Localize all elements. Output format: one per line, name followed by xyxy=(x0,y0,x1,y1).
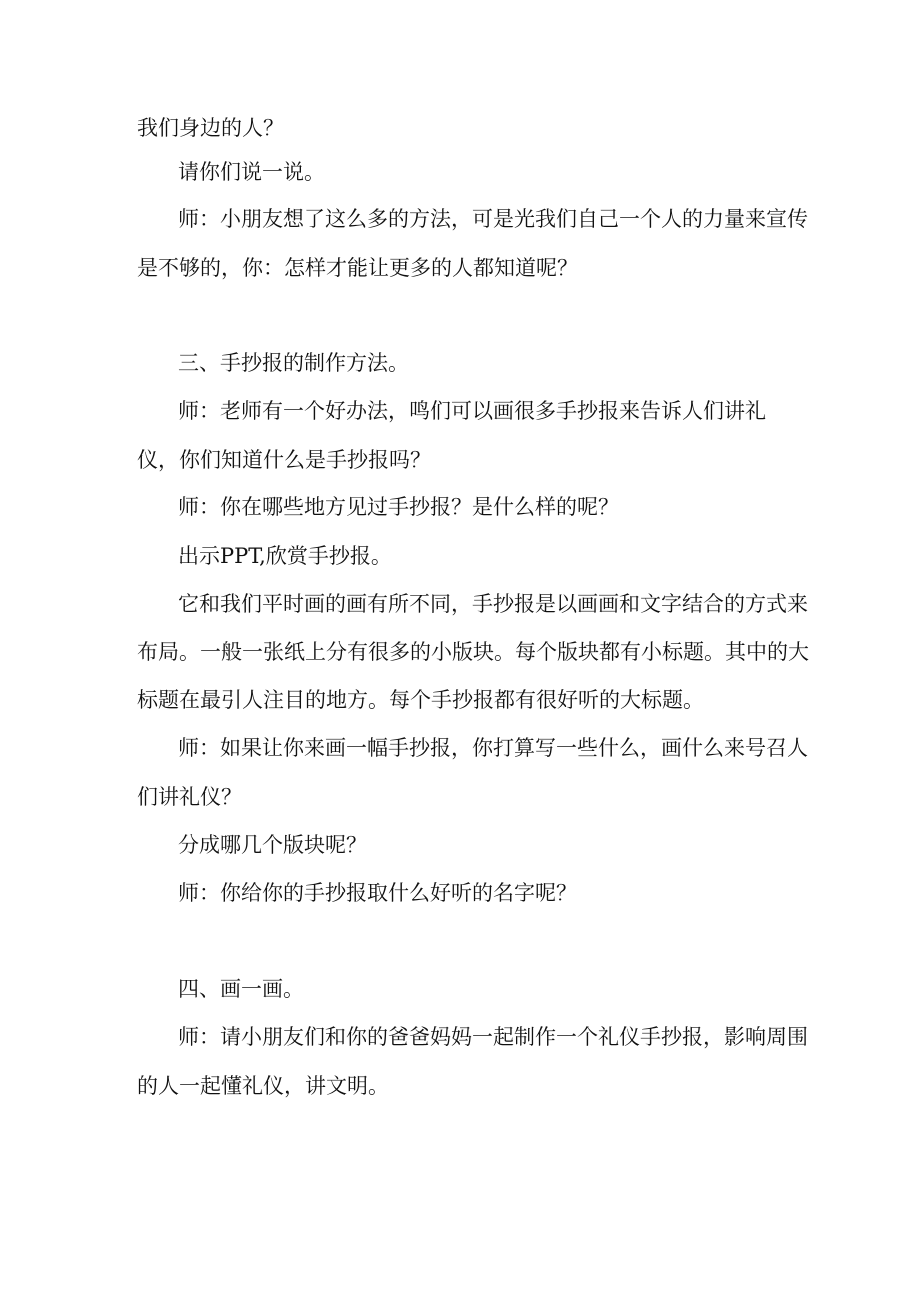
text-line-teacher-2: 师：老师有一个好办法，鸣们可以画很多手抄报来告诉人们讲礼 xyxy=(178,399,766,423)
text-line-continuation: 我们身边的人？ xyxy=(137,116,284,140)
text-line-description-2: 布局。一般一张纸上分有很多的小版块。每个版块都有小标题。其中的大 xyxy=(137,640,809,664)
text-line-teacher-1-cont: 是不够的，你：怎样才能让更多的人都知道呢？ xyxy=(137,256,578,280)
text-line-teacher-3: 师：你在哪些地方见过手抄报？是什么样的呢？ xyxy=(178,495,619,519)
text-line-description-1: 它和我们平时画的画有所不同，手抄报是以画画和文字结合的方式来 xyxy=(178,592,808,616)
text-line-teacher-1: 师：小朋友想了这么多的方法，可是光我们自己一个人的力量来宣传 xyxy=(178,207,808,231)
text-line-description-3: 标题在最引人注目的地方。每个手抄报都有很好听的大标题。 xyxy=(137,688,704,712)
text-line-teacher-6: 师：请小朋友们和你的爸爸妈妈一起制作一个礼仪手抄报，影响周围 xyxy=(178,1025,808,1049)
text-line-question: 分成哪几个版块呢？ xyxy=(178,833,367,857)
text-line-teacher-4-cont: 们讲礼仪？ xyxy=(137,785,242,809)
text-line-teacher-6-cont: 的人一起懂礼仪，讲文明。 xyxy=(137,1074,389,1098)
text-line-show-ppt: 出示PPT,欣赏手抄报。 xyxy=(178,544,392,568)
text-line-teacher-2-cont: 仪，你们知道什么是手抄报吗？ xyxy=(137,448,431,472)
text-line-teacher-5: 师：你给你的手抄报取什么好听的名字呢？ xyxy=(178,881,577,905)
text-line-prompt: 请你们说一说。 xyxy=(178,160,325,184)
section-heading-4: 四、画一画。 xyxy=(178,977,304,1001)
section-heading-3: 三、手抄报的制作方法。 xyxy=(178,351,409,375)
text-line-teacher-4: 师：如果让你来画一幅手抄报，你打算写一些什么，画什么来号召人 xyxy=(178,736,808,760)
